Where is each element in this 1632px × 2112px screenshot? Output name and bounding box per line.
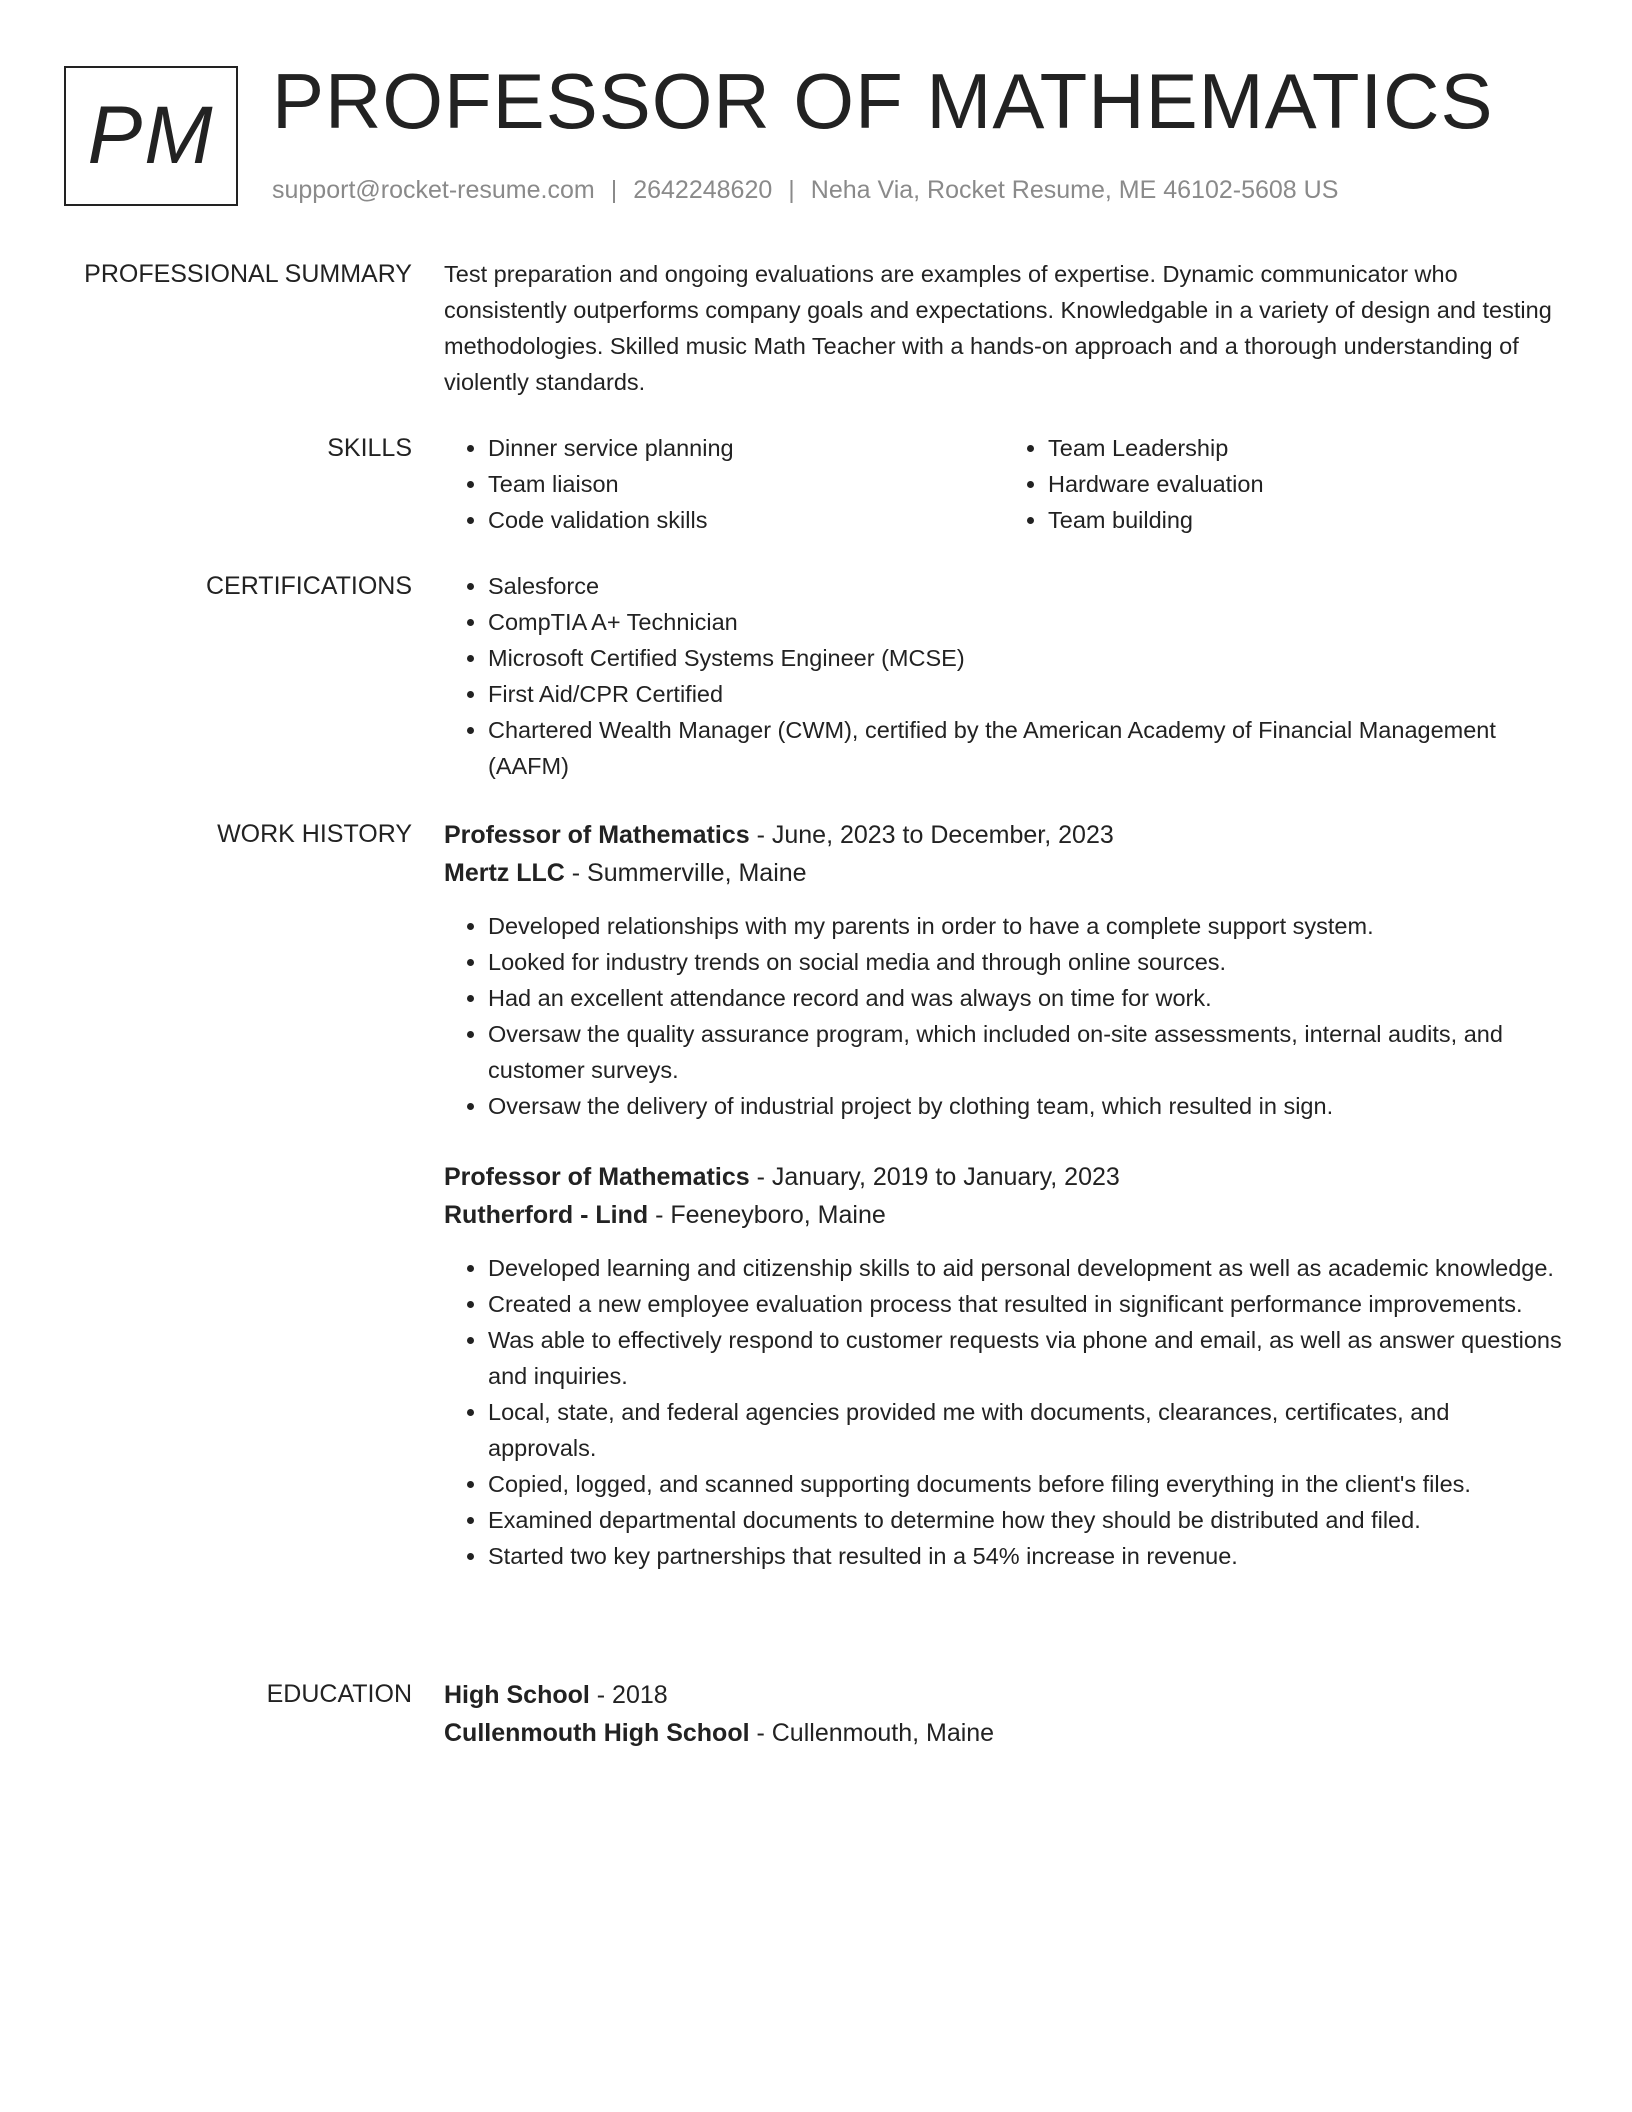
job-bullet: • Developed learning and citizenship skills to aid personal development as well as academic knowledge. bbox=[488, 1250, 1564, 1286]
job-title-line bbox=[444, 816, 1564, 854]
page-title: PROFESSOR OF MATHEMATICS bbox=[272, 57, 1494, 145]
contact-separator: | bbox=[788, 176, 795, 204]
job-title: Professor of Mathematics bbox=[444, 1163, 750, 1191]
skill-item: • Team liaison bbox=[488, 466, 1004, 502]
job-title-line bbox=[444, 1158, 1564, 1196]
education-year: - 2018 bbox=[589, 1681, 668, 1709]
skill-item: • Dinner service planning bbox=[488, 430, 1004, 466]
education-school-line bbox=[444, 1714, 1564, 1752]
job-location: - Feeneyboro, Maine bbox=[648, 1201, 886, 1229]
certification-item: • CompTIA A+ Technician bbox=[488, 604, 1564, 640]
section-label: EDUCATION bbox=[266, 1680, 412, 1708]
job-bullet: • Was able to effectively respond to customer requests via phone and email, as well as answer questions and inquiries. bbox=[488, 1322, 1564, 1394]
job-bullet: • Created a new employee evaluation process that resulted in significant performance improvements. bbox=[488, 1286, 1564, 1322]
job-dates: - June, 2023 to December, 2023 bbox=[749, 821, 1114, 849]
education-degree-line bbox=[444, 1676, 1564, 1714]
job-dates: - January, 2019 to January, 2023 bbox=[749, 1163, 1120, 1191]
job-entry bbox=[444, 816, 1564, 1124]
contact-separator: | bbox=[610, 176, 618, 204]
contact-email: support@rocket-resume.com bbox=[272, 176, 595, 204]
job-bullet: • Examined departmental documents to determine how they should be distributed and filed. bbox=[488, 1502, 1564, 1538]
contact-line bbox=[272, 174, 1338, 206]
skill-item: • Hardware evaluation bbox=[1048, 466, 1564, 502]
summary-content bbox=[444, 256, 1564, 400]
contact-address: Neha Via, Rocket Resume, ME 46102-5608 US bbox=[810, 176, 1339, 204]
job-bullet: • Started two key partnerships that resulted in a 54% increase in revenue. bbox=[488, 1538, 1564, 1574]
certification-item: • Salesforce bbox=[488, 568, 1564, 604]
job-bullets bbox=[444, 908, 1564, 1124]
certification-item: • First Aid/CPR Certified bbox=[488, 676, 1564, 712]
skill-item: • Code validation skills bbox=[488, 502, 1004, 538]
education-degree: High School bbox=[444, 1681, 590, 1709]
job-company: Mertz LLC bbox=[444, 859, 565, 887]
job-title: Professor of Mathematics bbox=[444, 821, 750, 849]
certifications-content bbox=[444, 568, 1564, 784]
skill-item: • Team Leadership bbox=[1048, 430, 1564, 466]
section-label: PROFESSIONAL SUMMARY bbox=[84, 260, 412, 288]
certifications-list bbox=[444, 568, 1564, 784]
summary-text: Test preparation and ongoing evaluations are examples of expertise. Dynamic communicator who consistently outperforms company goals and expectations. Knowledgable in a variety of design and testing methodologies. Skilled music Math Teacher with a hands-on approach and a thorough understanding of violently standards. bbox=[444, 261, 1552, 395]
education-location: - Cullenmouth, Maine bbox=[749, 1719, 995, 1747]
skills-list-left bbox=[444, 430, 1004, 538]
job-bullet: • Had an excellent attendance record and was always on time for work. bbox=[488, 980, 1564, 1016]
job-entry bbox=[444, 1158, 1564, 1574]
skills-list-right bbox=[1004, 430, 1564, 538]
education-school: Cullenmouth High School bbox=[444, 1719, 750, 1747]
skills-content bbox=[444, 430, 1564, 538]
job-location: - Summerville, Maine bbox=[564, 859, 807, 887]
job-bullet: • Oversaw the delivery of industrial project by clothing team, which resulted in sign. bbox=[488, 1088, 1564, 1124]
job-bullets bbox=[444, 1250, 1564, 1574]
work-history-content bbox=[444, 816, 1564, 1574]
contact-phone: 2642248620 bbox=[633, 176, 773, 204]
job-bullet: • Oversaw the quality assurance program, which included on-site assessments, internal audits, and customer surveys. bbox=[488, 1016, 1564, 1088]
education-content bbox=[444, 1676, 1564, 1752]
monogram-badge: PM bbox=[64, 66, 238, 206]
job-bullet: • Copied, logged, and scanned supporting documents before filing everything in the client's files. bbox=[488, 1466, 1564, 1502]
skill-item: • Team building bbox=[1048, 502, 1564, 538]
section-label: CERTIFICATIONS bbox=[205, 572, 412, 600]
job-company: Rutherford - Lind bbox=[444, 1201, 649, 1229]
job-bullet: • Developed relationships with my parents in order to have a complete support system. bbox=[488, 908, 1564, 944]
job-bullet: • Looked for industry trends on social media and through online sources. bbox=[488, 944, 1564, 980]
section-label: WORK HISTORY bbox=[217, 820, 412, 848]
job-company-line bbox=[444, 854, 1564, 892]
section-label: SKILLS bbox=[327, 434, 412, 462]
job-company-line bbox=[444, 1196, 1564, 1234]
certification-item: • Microsoft Certified Systems Engineer (MCSE) bbox=[488, 640, 1564, 676]
certification-item: • Chartered Wealth Manager (CWM), certified by the American Academy of Financial Management (AAFM) bbox=[488, 712, 1564, 784]
job-bullet: • Local, state, and federal agencies provided me with documents, clearances, certificates, and approvals. bbox=[488, 1394, 1564, 1466]
